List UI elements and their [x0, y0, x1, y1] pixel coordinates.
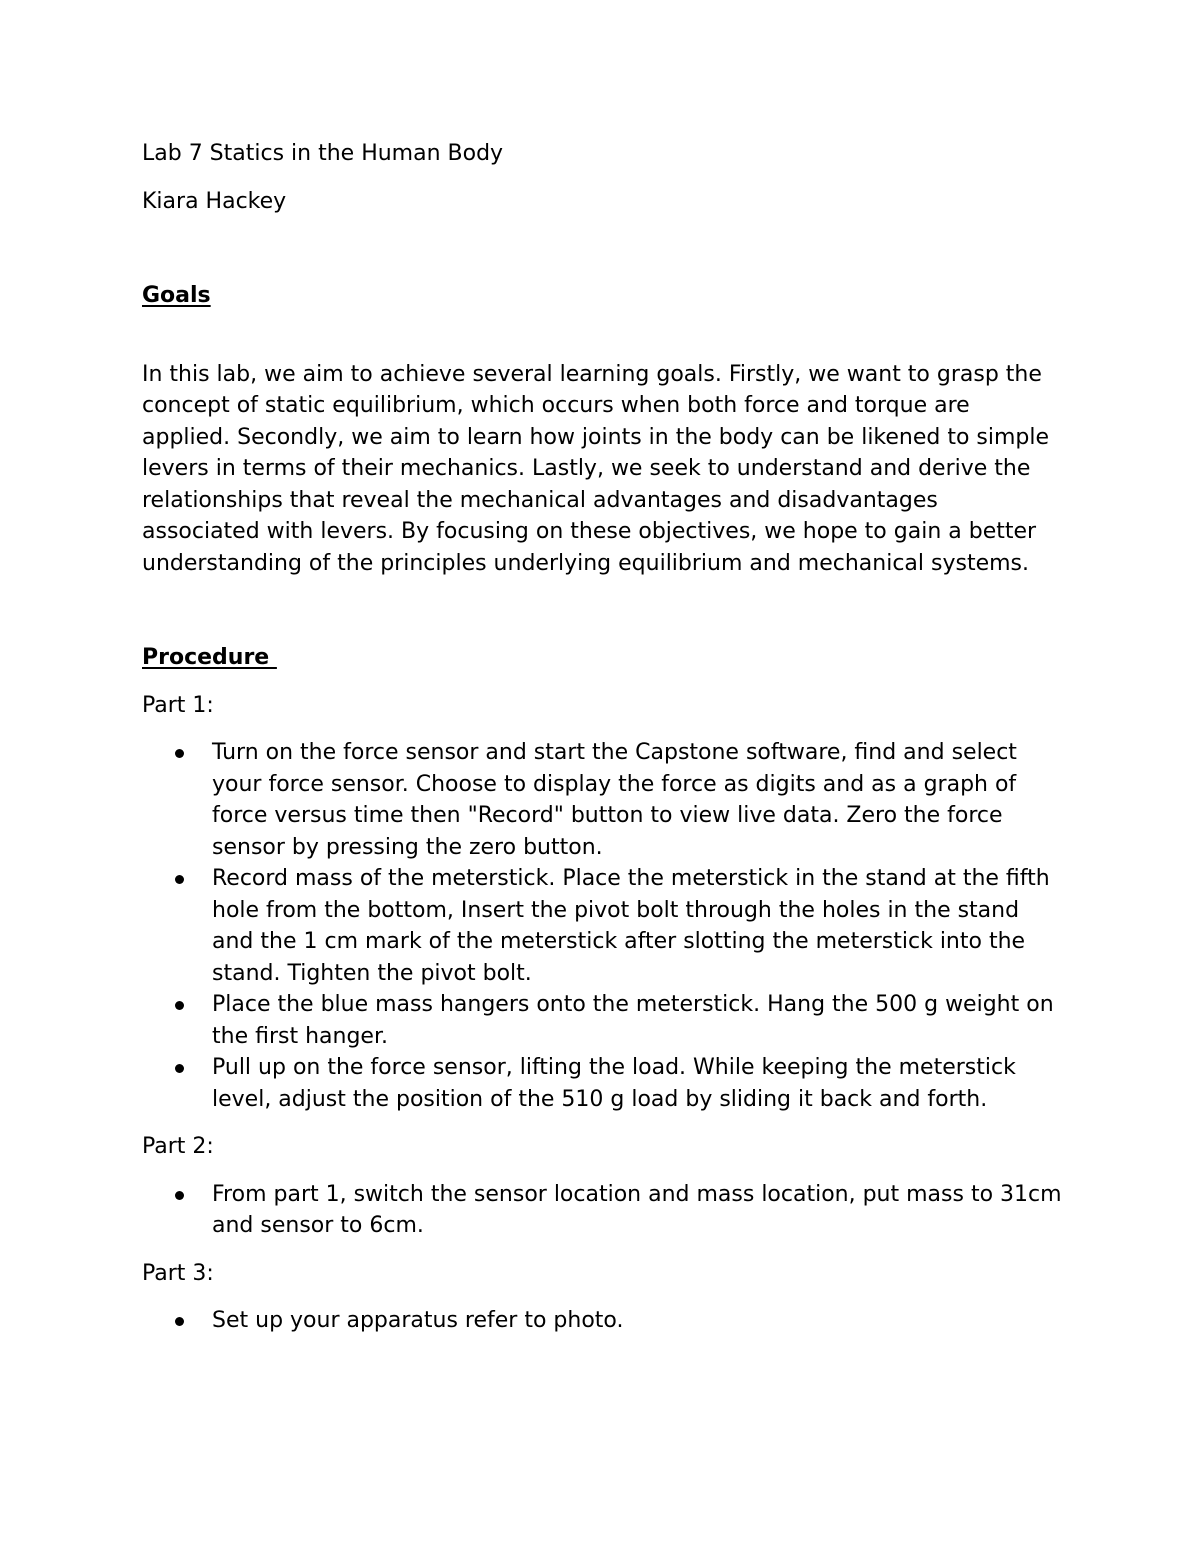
list-item	[142, 1179, 1062, 1242]
part-2-label: Part 2:	[142, 1134, 214, 1159]
list-item	[142, 1052, 1062, 1115]
part-1-list	[142, 737, 1062, 1115]
author-name: Kiara Hackey	[142, 188, 287, 214]
document-page	[142, 138, 1062, 1337]
list-item	[142, 989, 1062, 1052]
bullet-icon	[175, 749, 184, 758]
part-2-list	[142, 1179, 1062, 1242]
procedure-heading: Procedure	[142, 645, 277, 670]
list-item-text: Set up your apparatus refer to photo.	[212, 1308, 624, 1333]
document-title: Lab 7 Statics in the Human Body	[142, 141, 504, 166]
list-item-text: Pull up on the force sensor, lifting the load. While keeping the meterstick level, adjust the position of the 510 g load by sliding it back and forth.	[212, 1055, 1016, 1112]
list-item	[142, 1305, 1062, 1337]
list-item	[142, 737, 1062, 863]
bullet-icon	[175, 1064, 184, 1073]
bullet-icon	[175, 875, 184, 884]
part-3-list	[142, 1305, 1062, 1337]
part-1-label: Part 1:	[142, 692, 214, 718]
goals-paragraph: In this lab, we aim to achieve several learning goals. Firstly, we want to grasp the concept of static equilibrium, which occurs when both force and torque are applied. Secondly, we aim to learn how joints in the body can be likened to simple levers in terms of their mechanics. Lastly, we seek to understand and derive the relationships that reveal the mechanical advantages and disadvantages associated with levers. By focusing on these objectives, we hope to gain a better understanding of the principles underlying equilibrium and mechanical systems.	[142, 361, 1057, 576]
list-item	[142, 863, 1062, 989]
list-item-text: From part 1, switch the sensor location and mass location, put mass to 31cm and sensor to 6cm.	[212, 1181, 1062, 1238]
part-3-label: Part 3:	[142, 1260, 214, 1286]
bullet-icon	[175, 1001, 184, 1010]
list-item-text: Place the blue mass hangers onto the meterstick. Hang the 500 g weight on the first hanger.	[212, 992, 1054, 1049]
list-item-text: Record mass of the meterstick. Place the meterstick in the stand at the fifth hole from the bottom, Insert the pivot bolt through the holes in the stand and the 1 cm mark of the meterstick after slotting the meterstick into the stand. Tighten the pivot bolt.	[212, 866, 1050, 986]
goals-heading: Goals	[142, 283, 211, 308]
bullet-icon	[175, 1317, 184, 1326]
bullet-icon	[175, 1191, 184, 1200]
list-item-text: Turn on the force sensor and start the Capstone software, find and select your force sensor. Choose to display the force as digits and as a graph of force versus time then "Record" button to view live data. Zero the force sensor by pressing the zero button.	[212, 740, 1017, 860]
